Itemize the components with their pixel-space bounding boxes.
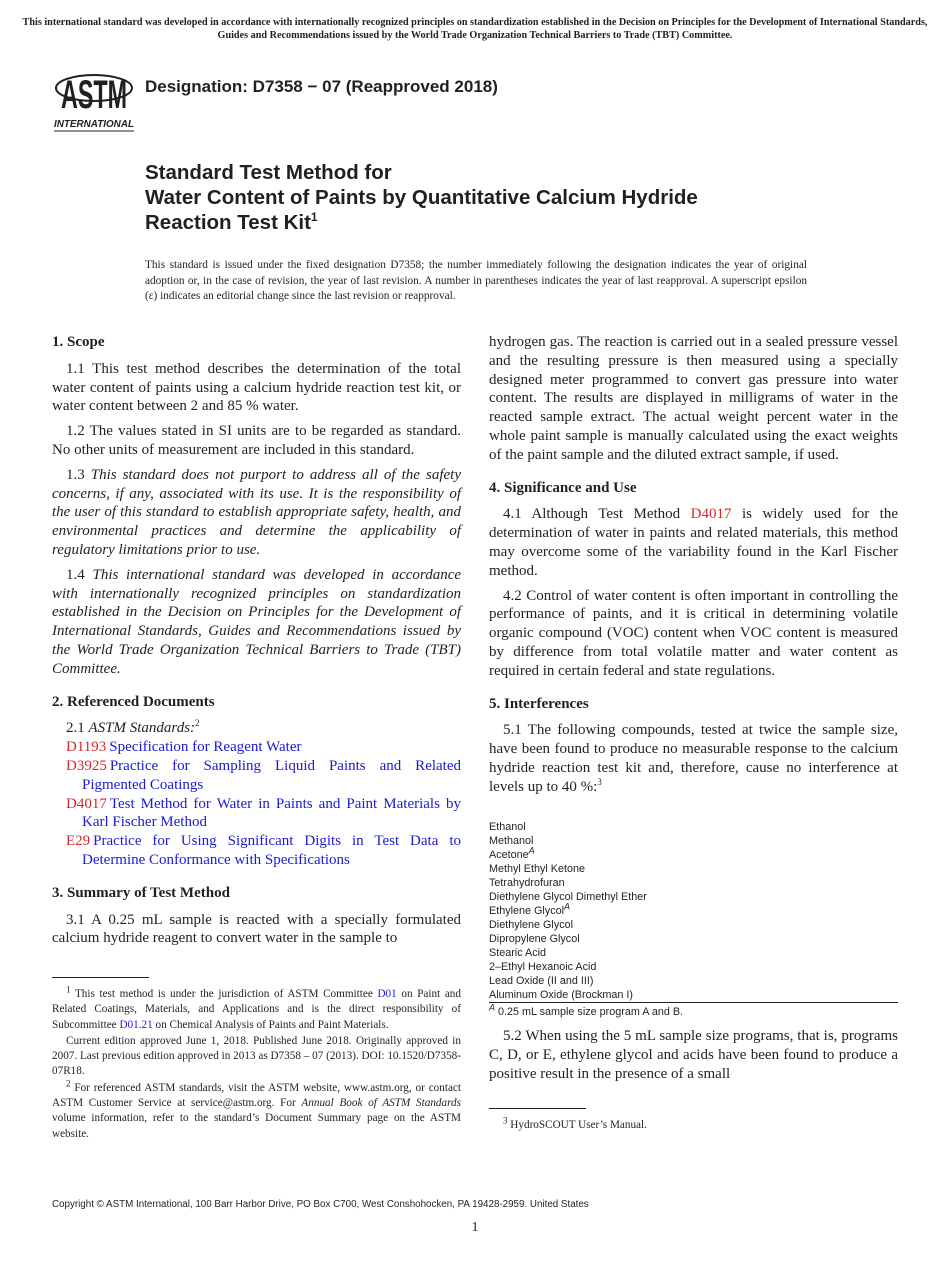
compound: Diethylene Glycol Dimethyl Ether: [489, 891, 647, 903]
compound: Dipropylene Glycol: [489, 933, 580, 945]
paragraph: 1.3 This standard does not purport to address all of the safety concerns, if any, associated with its use. It is the responsibility of the user of this standard to establish appropriate safety, health, and environmental practices and determine the applicability of regulatory limitations prior to use.: [52, 466, 461, 558]
footnote-3: $^3$ HydroSCOUT User’s Manual.: [503, 1115, 647, 1131]
paragraph: 1.1 This test method describes the determination of the total water content of paints using a calcium hydride reaction test kit, or water content between 2 and 85 % water.: [52, 360, 461, 415]
right-column: [489, 333, 898, 803]
compound: Aluminum Oxide (Brockman I): [489, 989, 633, 1001]
reference-title-link[interactable]: Practice for Sampling Liquid Paints and Related Pigmented Coatings: [82, 757, 461, 793]
reference-item[interactable]: [52, 832, 461, 870]
paragraph: 5.2 When using the 5 mL sample size programs, that is, programs C, D, or E, ethylene glycol and acids have been found to produce a positive result in the presence of a small: [489, 1028, 898, 1082]
footnote-rule: [52, 977, 149, 978]
astm-logo: [53, 56, 135, 132]
paragraph: 3.1 A 0.25 mL sample is reacted with a specially formulated calcium hydride reagent to convert water in the sample to: [52, 911, 461, 947]
title-line: Water Content of Paints by Quantitative Calcium Hydride: [145, 186, 698, 209]
designation: Designation: D7358 − 07 (Reapproved 2018): [145, 77, 498, 96]
section-heading: 4. Significance and Use: [489, 479, 637, 496]
compound: Ethylene Glycol$^A$: [489, 901, 571, 917]
paragraph: 4.2 Control of water content is often important in controlling the performance of paints, and it is critical in determining volatile organic compound (VOC) content when VOC content is measured by difference from total volatile matter and water content as required in certain federal and state regulations.: [489, 587, 898, 679]
paragraph: 4.1 Although Test Method D4017 is widely used for the determination of water in paints and related materials, this method may overcome some of the variability found in the Karl Fischer method.: [489, 506, 899, 579]
reference-link[interactable]: D4017: [690, 506, 732, 523]
section-heading: 3. Summary of Test Method: [52, 884, 230, 901]
compound: 2–Ethyl Hexanoic Acid: [489, 961, 597, 973]
reference-title-link[interactable]: Specification for Reagent Water: [109, 739, 302, 756]
intro-note: This standard is issued under the fixed designation D7358; the number immediately following the designation indicates the year of original adoption or, in the case of revision, the year of last revision. A number in parentheses indicates the year of last reapproval. A superscript epsilon (ε) indicates an editorial change since the last revision or reapproval.: [145, 259, 807, 302]
committee-link[interactable]: D01: [377, 988, 397, 1000]
footnote-rule: [489, 1108, 586, 1109]
reference-code-link[interactable]: E29: [66, 833, 91, 850]
footnote-1: $^1$ This test method is under the jurisdiction of ASTM Committee D01 on Paint and Related Coatings, Materials, and Applications and is the direct responsibility of Subcommittee D01.21 on Chemical Analysis of Paints and Paint Materials.: [52, 984, 461, 1031]
subcommittee-link[interactable]: D01.21: [119, 1018, 153, 1031]
page-number: 1: [471, 1220, 479, 1235]
paragraph: 2.1 ASTM Standards:$^2$: [66, 718, 200, 737]
top-notice: This international standard was developed in accordance with internationally recognized principles on standardization established in the Decision on Principles for the Development of International Standards, Guides and Recommendations issued by the World Trade Organization Technical Barriers to Trade (TBT) Committee.: [22, 17, 928, 41]
reference-code-link[interactable]: D3925: [66, 757, 107, 774]
compound: Lead Oxide (II and III): [489, 975, 594, 987]
reference-title-link[interactable]: Test Method for Water in Paints and Paint Materials by Karl Fischer Method: [82, 795, 461, 831]
table-rule: [489, 1002, 898, 1003]
reference-code-link[interactable]: D1193: [66, 739, 107, 756]
title-line: Reaction Test Kit: [145, 211, 311, 234]
section-heading: 1. Scope: [52, 334, 105, 350]
document-title: [145, 160, 698, 235]
paragraph: 5.1 The following compounds, tested at twice the sample size, have been found to produce no measurable response to the calcium hydride reaction test kit and, therefore, cause no interference at levels up to 40 %:$^3$: [489, 722, 898, 795]
section-heading: 2. Referenced Documents: [52, 693, 215, 710]
footnote-mark: 1: [310, 210, 318, 225]
compound: Ethanol: [489, 821, 526, 833]
table-note: $^A$ 0.25 mL sample size program A and B.: [489, 1002, 684, 1018]
right-column-cont: [489, 1027, 898, 1089]
paragraph: hydrogen gas. The reaction is carried out in a sealed pressure vessel and the resulting pressure is then measured using a specially designed meter programmed to convert gas pressure into water content. The results are displayed in milligrams of water in the reacted sample extract. The actual weight percent water in the whole paint sample is manually calculated using the exact weights of the paint sample and the diluted extract sample, if used.: [489, 334, 898, 463]
logo-letters: ASTM: [61, 73, 127, 117]
paragraph: 1.4 This international standard was developed in accordance with internationally recognized principles on standardization established in the Decision on Principles for the Development of International Standards, Guides and Recommendations issued by the World Trade Organization Technical Barriers to Trade (TBT) Committee.: [52, 566, 462, 677]
compound: Methyl Ethyl Ketone: [489, 863, 586, 875]
compound: Acetone$^A$: [489, 845, 535, 861]
compound: Stearic Acid: [489, 947, 547, 959]
compound: Methanol: [489, 835, 534, 847]
reference-code-link[interactable]: D4017: [66, 795, 107, 812]
reference-item[interactable]: [52, 738, 461, 757]
paragraph: 1.2 The values stated in SI units are to be regarded as standard. No other units of measurement are included in this standard.: [52, 423, 461, 458]
footnotes-left: [52, 984, 461, 1143]
footnote-2: $^2$ For referenced ASTM standards, visit the ASTM website, www.astm.org, or contact ASTM Customer Service at service@astm.org. For Annual Book of ASTM Standards volume information, refer to the standard’s Document Summary page on the ASTM website.: [52, 1078, 461, 1140]
compound: Tetrahydrofuran: [489, 877, 565, 889]
compound-list: [489, 820, 647, 1002]
section-heading: 5. Interferences: [489, 695, 589, 712]
compound: Diethylene Glycol: [489, 919, 574, 931]
copyright: Copyright © ASTM International, 100 Barr Harbor Drive, PO Box C700, West Conshohocken, PA 19428-2959. United States: [52, 1199, 589, 1210]
reference-item[interactable]: [52, 795, 461, 833]
reference-title-link[interactable]: Practice for Using Significant Digits in Test Data to Determine Conformance with Specifications: [82, 833, 461, 868]
reference-item[interactable]: [52, 757, 461, 795]
footnote-1-edition: Current edition approved June 1, 2018. Published June 2018. Originally approved in 2007. Last previous edition approved in 2013 as D7358 – 07 (2013). DOI: 10.1520/D7358-07R18.: [52, 1034, 461, 1078]
logo-sub: INTERNATIONAL: [54, 119, 134, 130]
title-line: Standard Test Method for: [145, 161, 392, 184]
left-column: [52, 333, 461, 954]
